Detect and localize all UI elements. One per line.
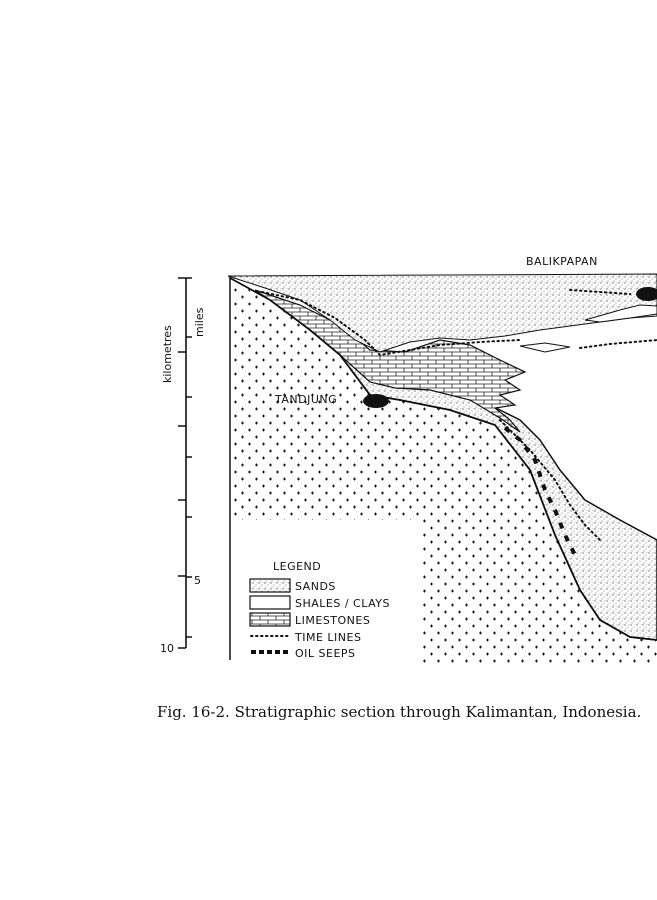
legend-label-limestones: LIMESTONES bbox=[295, 614, 371, 627]
kilometres-axis-label: kilometres bbox=[161, 325, 174, 383]
figure-caption: Fig. 16-2. Stratigraphic section through Kalimantan, Indonesia. bbox=[157, 703, 642, 721]
legend bbox=[250, 560, 390, 660]
vertical-scale bbox=[178, 278, 192, 648]
legend-swatch-sands bbox=[250, 579, 290, 592]
tandjung-label: TANDJUNG bbox=[275, 393, 338, 406]
legend-label-oil-seeps: OIL SEEPS bbox=[295, 647, 356, 660]
legend-title: LEGEND bbox=[273, 560, 322, 573]
miles-axis-label: miles bbox=[193, 307, 206, 337]
legend-swatch-limestones bbox=[250, 613, 290, 626]
time-line-mid-right bbox=[580, 340, 657, 348]
tandjung-oil-pool bbox=[363, 394, 389, 408]
scale-tick-10-label: 10 bbox=[160, 642, 174, 655]
legend-swatch-shales-clays bbox=[250, 596, 290, 609]
scale-tick-5-label: 5 bbox=[194, 574, 201, 587]
legend-label-sands: SANDS bbox=[295, 580, 336, 593]
legend-label-shales-clays: SHALES / CLAYS bbox=[295, 597, 390, 610]
shale-tongue-1 bbox=[520, 343, 570, 352]
legend-label-time-lines: TIME LINES bbox=[295, 631, 362, 644]
balikpapan-label: BALIKPAPAN bbox=[526, 255, 598, 268]
